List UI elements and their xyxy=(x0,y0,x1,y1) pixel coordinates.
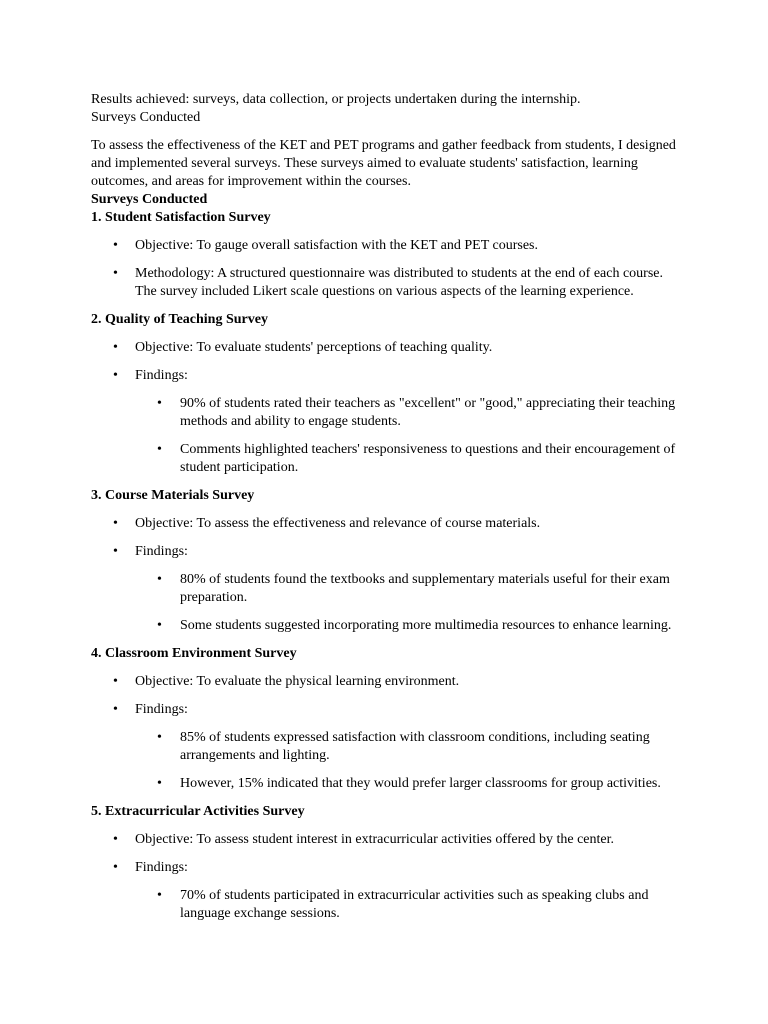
section-2-findings xyxy=(91,367,678,477)
section-5-objective: • Objective: To assess student interest in extracurricular activities offered by the center. xyxy=(91,831,678,849)
intro-paragraph: To assess the effectiveness of the KET and PET programs and gather feedback from students, I designed and implemented several surveys. These surveys aimed to evaluate students' satisfaction, learning outcomes, and areas for improvement within the courses. xyxy=(91,138,676,189)
section-3-objective: • Objective: To assess the effectiveness and relevance of course materials. xyxy=(91,515,678,533)
intro-results-line: Results achieved: surveys, data collection, or projects undertaken during the internship. xyxy=(91,92,581,107)
section-5-finding-1: • 70% of students participated in extracurricular activities such as speaking clubs and language exchange sessions. xyxy=(135,887,678,923)
section-2-findings-label: Findings: xyxy=(135,368,188,383)
section-5-findings-list xyxy=(135,887,678,923)
section-2-list xyxy=(91,339,678,477)
section-5-title: 5. Extracurricular Activities Survey xyxy=(91,804,305,819)
section-3-title: 3. Course Materials Survey xyxy=(91,488,255,503)
section-4-finding-1: • 85% of students expressed satisfaction with classroom conditions, including seating arrangements and lighting. xyxy=(135,729,678,765)
section-2-finding-2: • Comments highlighted teachers' responsiveness to questions and their encouragement of student participation. xyxy=(135,441,678,477)
section-2-finding-1: • 90% of students rated their teachers as "excellent" or "good," appreciating their teaching methods and ability to engage students. xyxy=(135,395,678,431)
section-4-findings-list xyxy=(135,729,678,793)
section-4-finding-2: • However, 15% indicated that they would prefer larger classrooms for group activities. xyxy=(135,775,678,793)
section-1-list xyxy=(91,237,678,301)
section-3-finding-2: • Some students suggested incorporating more multimedia resources to enhance learning. xyxy=(135,617,678,635)
section-4-findings xyxy=(91,701,678,793)
section-5-findings-label: Findings: xyxy=(135,860,188,875)
section-4-title: 4. Classroom Environment Survey xyxy=(91,646,297,661)
section-5-findings xyxy=(91,859,678,923)
section-3-finding-1: • 80% of students found the textbooks and supplementary materials useful for their exam preparation. xyxy=(135,571,678,607)
section-3-findings-list xyxy=(135,571,678,635)
section-4-objective: • Objective: To evaluate the physical learning environment. xyxy=(91,673,678,691)
section-5-list xyxy=(91,831,678,923)
section-2-title: 2. Quality of Teaching Survey xyxy=(91,312,268,327)
section-2-findings-list xyxy=(135,395,678,477)
section-3-findings xyxy=(91,543,678,635)
intro-surveys-line: Surveys Conducted xyxy=(91,110,201,125)
section-3-findings-label: Findings: xyxy=(135,544,188,559)
section-1-methodology: • Methodology: A structured questionnaire was distributed to students at the end of each course. The survey included Likert scale questions on various aspects of the learning experience. xyxy=(91,265,678,301)
section-2-objective: • Objective: To evaluate students' perceptions of teaching quality. xyxy=(91,339,678,357)
section-1-title: 1. Student Satisfaction Survey xyxy=(91,210,271,225)
section-3-list xyxy=(91,515,678,635)
section-4-findings-label: Findings: xyxy=(135,702,188,717)
section-4-list xyxy=(91,673,678,793)
surveys-heading: Surveys Conducted xyxy=(91,192,208,207)
section-1-objective: • Objective: To gauge overall satisfaction with the KET and PET courses. xyxy=(91,237,678,255)
